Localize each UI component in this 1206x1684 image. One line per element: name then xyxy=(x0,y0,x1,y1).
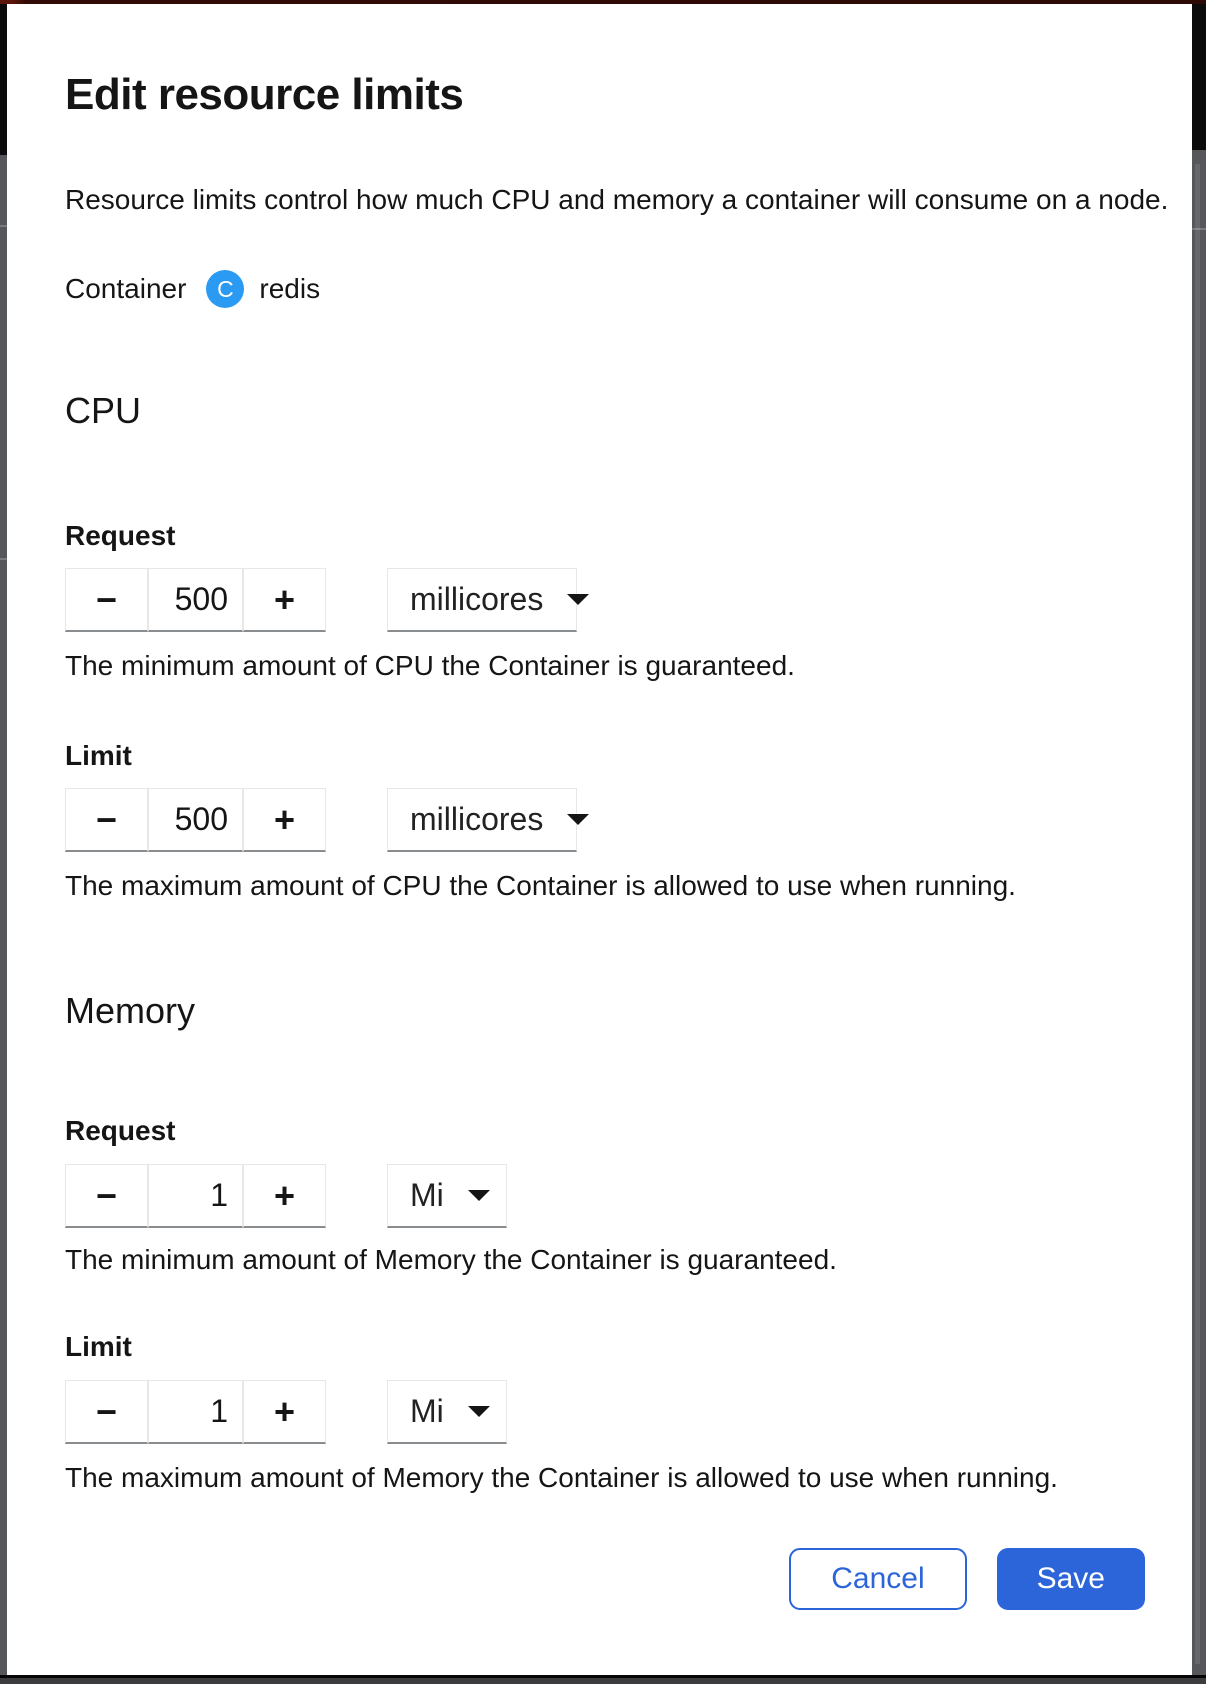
backdrop-divider xyxy=(0,225,7,227)
memory-limit-help-text: The maximum amount of Memory the Container is allowed to use when running. xyxy=(65,1462,1058,1493)
cpu-limit-unit-select[interactable] xyxy=(387,788,577,852)
cpu-limit-help-text: The maximum amount of CPU the Container is allowed to use when running. xyxy=(65,870,1016,901)
memory-request-value-input[interactable] xyxy=(149,1165,242,1226)
memory-request-increment-button[interactable]: + xyxy=(243,1164,326,1228)
memory-request-unit-value: Mi xyxy=(410,1177,444,1213)
cpu-request-increment-button[interactable]: + xyxy=(243,568,326,632)
dimmed-header-left xyxy=(0,4,7,155)
cpu-limit-unit-value: millicores xyxy=(410,801,544,837)
memory-request-help-text: The minimum amount of Memory the Container is guaranteed. xyxy=(65,1244,837,1275)
save-button[interactable]: Save xyxy=(997,1548,1145,1610)
cpu-limit-increment-button[interactable]: + xyxy=(243,788,326,852)
dimmed-header-right xyxy=(1192,4,1206,150)
memory-limit-increment-button[interactable]: + xyxy=(243,1380,326,1444)
memory-limit-unit-value: Mi xyxy=(410,1393,444,1429)
backdrop-divider xyxy=(0,558,7,560)
chevron-down-icon xyxy=(567,594,589,605)
cpu-request-unit-select[interactable] xyxy=(387,568,577,632)
cpu-request-decrement-button[interactable]: − xyxy=(65,568,148,632)
modal-footer xyxy=(789,1548,1145,1610)
page-title: Edit resource limits xyxy=(65,70,464,119)
dimmed-masthead-bar xyxy=(0,0,1206,4)
memory-limit-decrement-button[interactable]: − xyxy=(65,1380,148,1444)
chevron-down-icon xyxy=(567,814,589,825)
cpu-limit-value-input[interactable] xyxy=(149,789,242,850)
cpu-limit-label: Limit xyxy=(65,740,132,771)
container-name: redis xyxy=(259,273,321,304)
section-heading-cpu: CPU xyxy=(65,390,142,431)
memory-limit-label: Limit xyxy=(65,1331,132,1362)
cpu-request-unit-value: millicores xyxy=(410,581,544,617)
memory-limit-value-input[interactable] xyxy=(149,1381,242,1442)
container-badge-icon: C xyxy=(206,270,244,308)
dimmed-page-right-edge xyxy=(1192,4,1206,1675)
dimmed-page-bottom-edge xyxy=(0,1675,1206,1684)
memory-request-label: Request xyxy=(65,1115,176,1146)
cpu-limit-row xyxy=(65,788,577,852)
container-label: Container xyxy=(65,273,187,304)
cpu-request-help-text: The minimum amount of CPU the Container is guaranteed. xyxy=(65,650,795,681)
backdrop-divider xyxy=(1192,228,1206,230)
cpu-request-label: Request xyxy=(65,520,176,551)
cpu-limit-decrement-button[interactable]: − xyxy=(65,788,148,852)
chevron-down-icon xyxy=(468,1190,490,1201)
memory-limit-row xyxy=(65,1380,507,1444)
modal-description: Resource limits control how much CPU and memory a container will consume on a node. xyxy=(65,184,1169,215)
memory-request-row xyxy=(65,1164,507,1228)
memory-request-decrement-button[interactable]: − xyxy=(65,1164,148,1228)
cpu-request-row xyxy=(65,568,577,632)
dimmed-page-left-edge xyxy=(0,4,7,1675)
chevron-down-icon xyxy=(468,1406,490,1417)
edit-resource-limits-modal xyxy=(7,4,1192,1675)
cpu-request-value-input[interactable] xyxy=(149,569,242,630)
section-heading-memory: Memory xyxy=(65,990,196,1031)
memory-request-unit-select[interactable] xyxy=(387,1164,507,1228)
cancel-button[interactable]: Cancel xyxy=(789,1548,966,1610)
container-row xyxy=(65,270,320,308)
dimmed-scrollbar xyxy=(1195,164,1200,1664)
memory-limit-unit-select[interactable] xyxy=(387,1380,507,1444)
